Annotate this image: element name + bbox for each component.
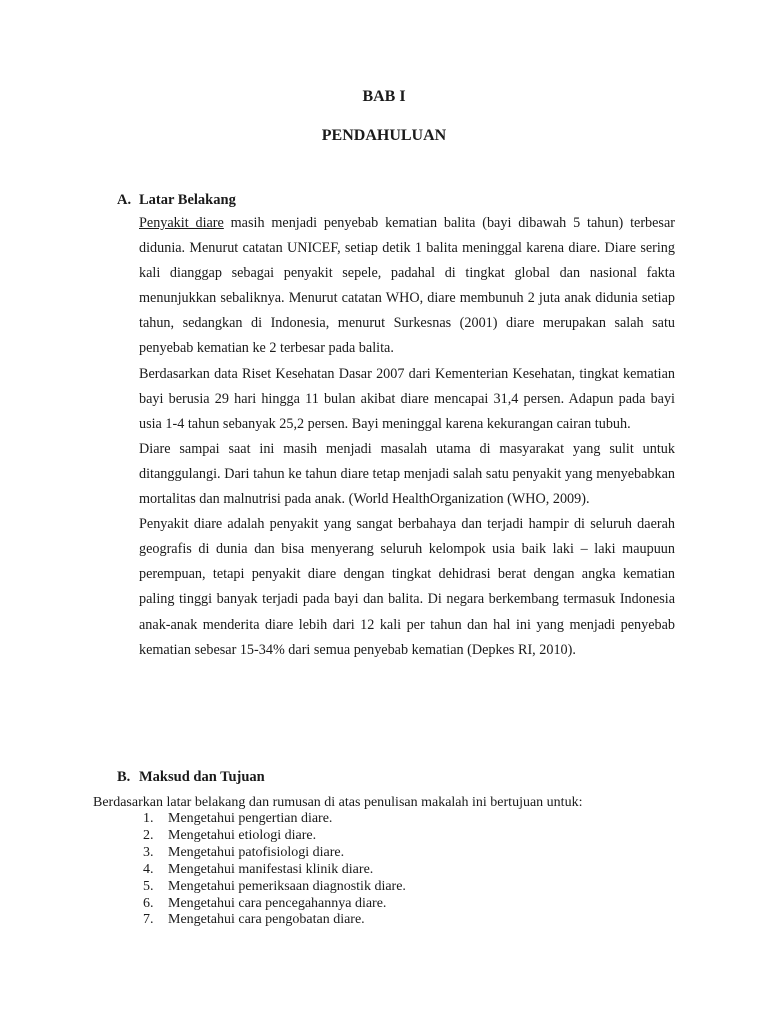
list-item-text: Mengetahui pengertian diare. [168,811,333,826]
list-item-text: Mengetahui etiologi diare. [168,827,317,843]
paragraph-3: Diare sampai saat ini masih menjadi masalah utama di masyarakat yang sulit untuk ditanggulangi. Dari tahun ke tahun diare tetap menjadi salah satu penyakit yang menyebabkan mortalitas dan malnutrisi pada anak. (World HealthOrganization (WHO, 2009). [139,440,675,508]
section-b-letter: B. [117,769,131,785]
list-item-number: 7. [143,912,154,928]
section-b-heading [117,769,265,786]
list-item-text: Mengetahui cara pengobatan diare. [168,912,365,928]
chapter-title: PENDAHULUAN [321,127,447,144]
section-a-title: Latar Belakang [139,192,236,208]
list-item-number: 3. [143,844,154,860]
chapter-number: BAB I [362,88,406,105]
section-a-heading [117,192,236,209]
paragraph-1-text: masih menjadi penyebab kematian balita (bayi dibawah 5 tahun) terbesar didunia. Menurut catatan UNICEF, setiap detik 1 balita meninggal karena diare. Diare sering kali dianggap sebagai penyakit sepele, padahal di tingkat global dan nasional fakta menunjukkan sebaliknya. Menurut catatan WHO, diare membunuh 2 juta anak didunia setiap tahun, sedangkan di Indonesia, menurut Surkesnas (2001) diare merupakan salah satu penyebab kematian ke 2 terbesar pada balita. [139,215,675,357]
paragraph-1-lead: Penyakit diare [139,215,224,231]
list-item-text: Mengetahui pemeriksaan diagnostik diare. [168,878,406,894]
list-item [143,828,406,845]
paragraph-1 [139,211,675,362]
list-item [143,912,406,929]
list-item-number: 2. [143,827,154,843]
section-b-title: Maksud dan Tujuan [139,769,265,785]
list-item [143,811,406,828]
list-item-text: Mengetahui manifestasi klinik diare. [168,861,374,877]
list-item-text: Mengetahui cara pencegahannya diare. [168,895,387,911]
objectives-intro: Berdasarkan latar belakang dan rumusan di atas penulisan makalah ini bertujuan untuk: [93,795,583,810]
paragraph-4: Penyakit diare adalah penyakit yang sangat berbahaya dan terjadi hampir di seluruh daerah geografis di dunia dan bisa menyerang seluruh kelompok usia baik laki – laki maupuun perempuan, tetapi penyakit diare dengan tingkat dehidrasi berat dengan angka kematian paling tinggi banyak terjadi pada bayi dan balita. Di negara berkembang termasuk Indonesia anak-anak menderita diare lebih dari 12 kali per tahun dan hal ini yang menjadi penyebab kematian sebesar 15-34% dari semua penyebab kematian (Depkes RI, 2010). [139,516,675,658]
list-item-number: 4. [143,861,154,877]
list-item-text: Mengetahui patofisiologi diare. [168,844,345,860]
list-item-number: 1. [143,811,154,826]
section-a-letter: A. [117,192,132,208]
objectives-list [143,811,406,929]
list-item-number: 6. [143,895,154,911]
list-item-number: 5. [143,878,154,894]
list-item [143,845,406,862]
list-item [143,862,406,879]
list-item [143,879,406,896]
list-item [143,896,406,913]
section-a-body [139,211,675,663]
paragraph-2: Berdasarkan data Riset Kesehatan Dasar 2007 dari Kementerian Kesehatan, tingkat kematian bayi berusia 29 hari hingga 11 bulan akibat diare mencapai 31,4 persen. Adapun pada bayi usia 1-4 tahun sebanyak 25,2 persen. Bayi meninggal karena kekurangan cairan tubuh. [139,365,675,432]
